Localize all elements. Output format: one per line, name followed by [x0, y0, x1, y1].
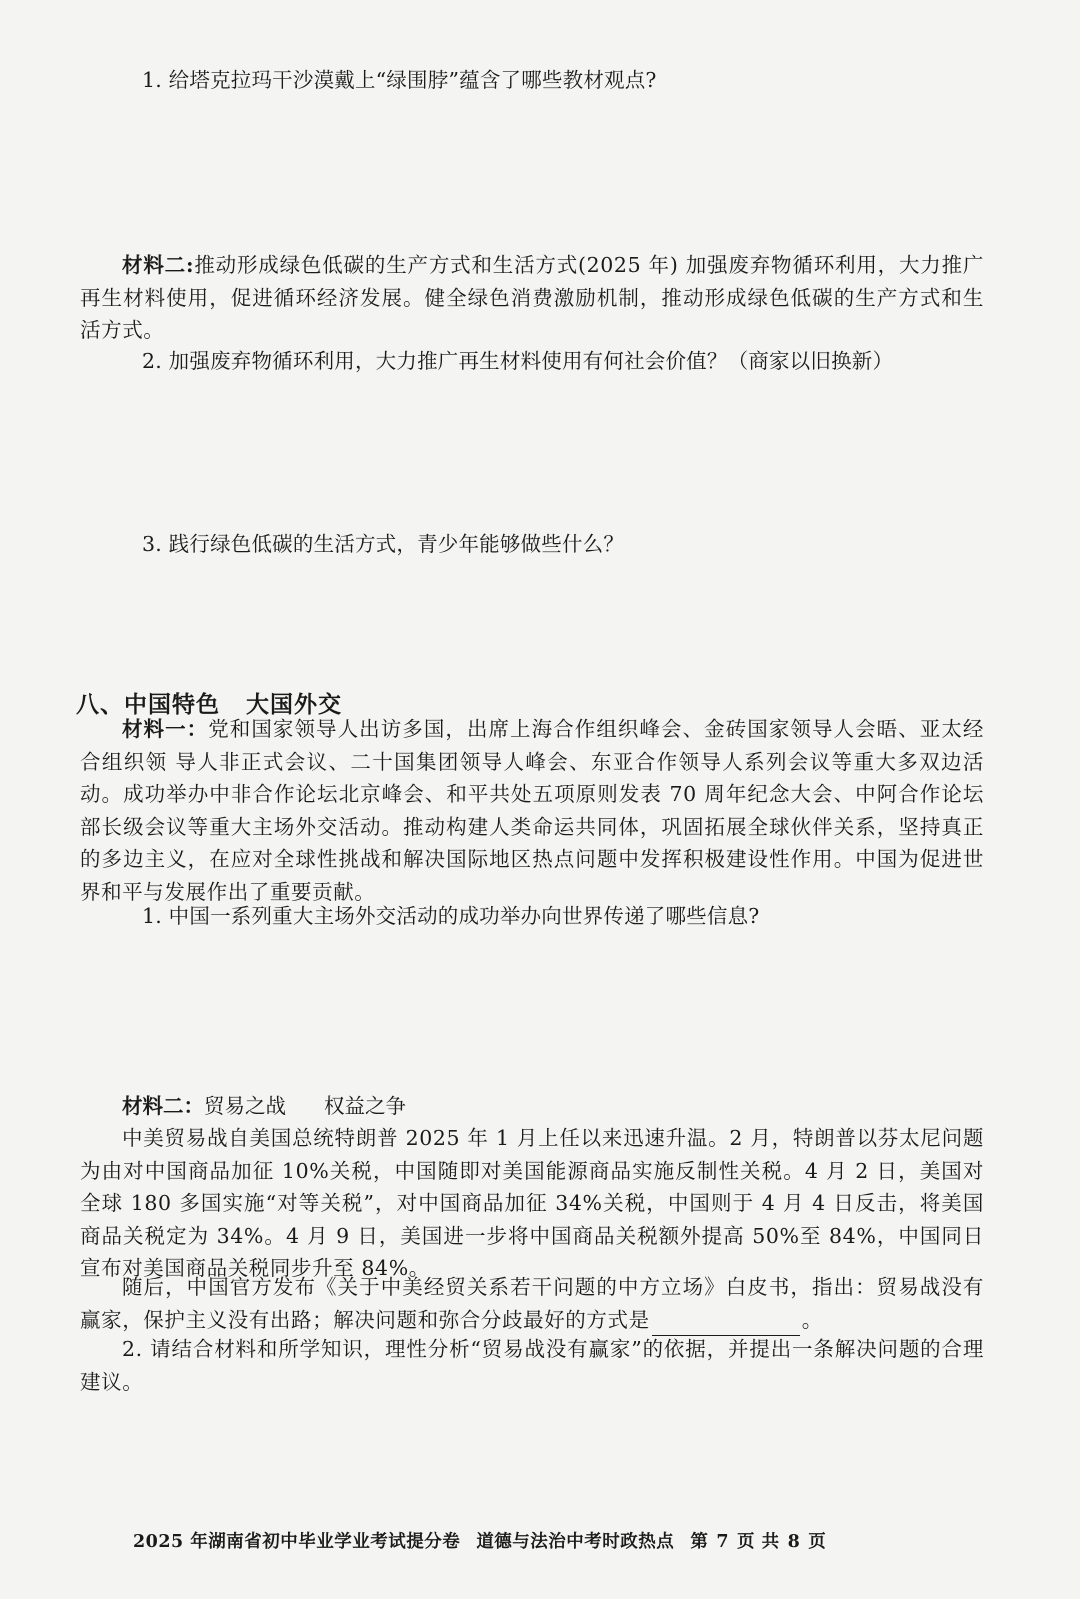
question-1-green-scarf: 1. 给塔克拉玛干沙漠戴上“绿围脖”蕴含了哪些教材观点? — [142, 68, 657, 92]
white-paper-paragraph — [80, 1271, 984, 1336]
material-title-a: 贸易之战 — [204, 1094, 286, 1118]
white-paper-text: 随后，中国官方发布《关于中美经贸关系若干问题的中方立场》白皮书，指出：贸易战没有赢家，保护主义没有出路；解决问题和弥合分歧最好的方式是 — [80, 1275, 984, 1332]
material-label: 材料二: — [122, 253, 195, 277]
footer-page-current: 7 — [716, 1532, 729, 1552]
material-title-b: 权益之争 — [324, 1094, 406, 1118]
material-label: 材料二： — [122, 1094, 204, 1118]
material-two-green-lowcarbon — [80, 249, 984, 347]
page-footer — [133, 1528, 826, 1553]
material-label: 材料一： — [122, 717, 209, 741]
section-title-part1: 八、中国特色 — [76, 691, 220, 718]
footer-page-mid: 页 共 — [737, 1532, 780, 1552]
footer-page-total: 8 — [787, 1532, 801, 1552]
footer-subject: 道德与法治中考时政热点 — [476, 1532, 675, 1552]
trade-war-paragraph: 中美贸易战自美国总统特朗普 2025 年 1 月上任以来迅速升温。2 月，特朗普以芬太尼问题为由对中国商品加征 10%关税，中国随即对美国能源商品实施反制性关税。4 月 2 日，美国对全球 180 多国实施“对等关税”，对中国商品加征 34%关税，中国则于 4 月 4 日反击，将美国商品关税定为 34%。4 月 9 日，美国进一步将中国商品关税额外提高 50%至 84%，中国同日宣布对美国商品关税同步升至 84%。 — [80, 1126, 984, 1280]
section-title-part2: 大国外交 — [246, 691, 342, 718]
white-paper-end: 。 — [801, 1307, 823, 1332]
footer-page-prefix: 第 — [690, 1532, 709, 1552]
section-8-material-one — [80, 713, 984, 908]
question-2-recycling: 2. 加强废弃物循环利用，大力推广再生材料使用有何社会价值？（商家以旧换新） — [142, 349, 894, 373]
material-text: 推动形成绿色低碳的生产方式和生活方式(2025 年) 加强废弃物循环利用，大力推广再生材料使用，促进循环经济发展。健全绿色消费激励机制，推动形成绿色低碳的生产方式和生活方式。 — [80, 253, 985, 342]
section-8-material-two-heading — [122, 1090, 406, 1122]
material-text: 党和国家领导人出访多国，出席上海合作组织峰会、金砖国家领导人会晤、亚太经合组织领 导人非正式会议、二十国集团领导人峰会、东亚合作领导人系列会议等重大多双边活动。成功举办中非合作论坛北京峰会、和平共处五项原则发表 70 周年纪念大会、中阿合作论坛部长级会议等重大主场外交活动。推动构建人类命运共同体，巩固拓展全球伙伴关系，坚持真正的多边主义，在应对全球性挑战和解决国际地区热点问题中发挥积极建设性作用。中国为促进世界和平与发展作出了重要贡献。 — [80, 717, 984, 904]
footer-page-suffix: 页 — [808, 1532, 827, 1552]
section-8-question-2: 2. 请结合材料和所学知识，理性分析“贸易战没有赢家”的依据，并提出一条解决问题的合理建议。 — [80, 1337, 984, 1394]
section-8-question-1: 1. 中国一系列重大主场外交活动的成功举办向世界传递了哪些信息? — [142, 904, 760, 928]
question-3-lowcarbon-life: 3. 践行绿色低碳的生活方式，青少年能够做些什么？ — [142, 532, 625, 556]
footer-exam-title: 2025 年湖南省初中毕业学业考试提分卷 — [133, 1532, 461, 1552]
